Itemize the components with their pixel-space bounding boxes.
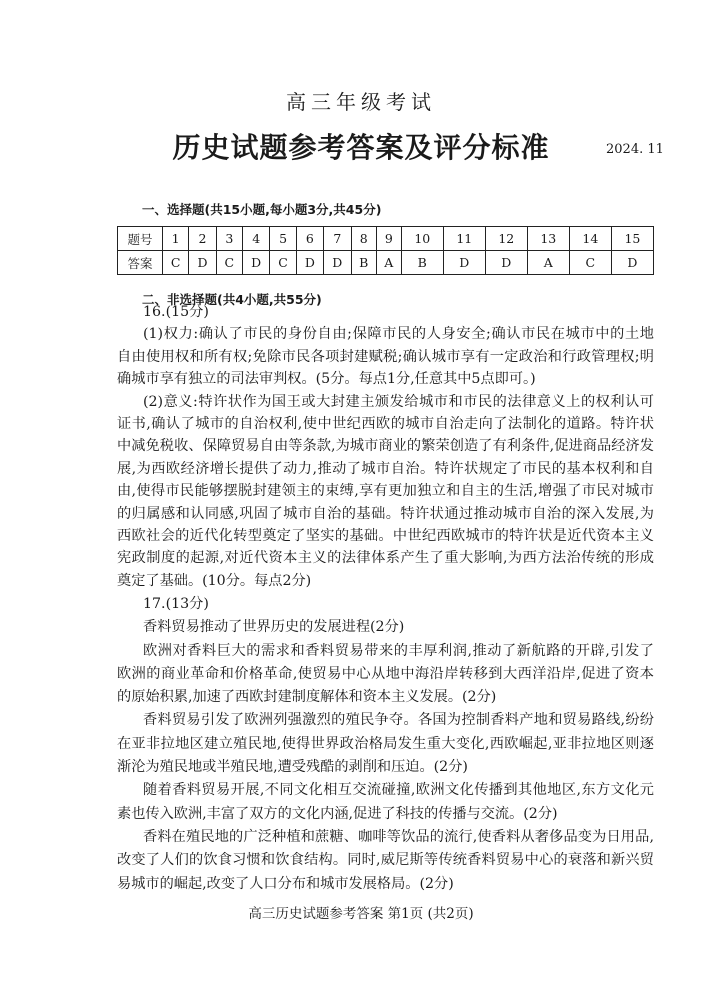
text-line: 17.(13分) bbox=[143, 596, 209, 612]
question-number-cell: 6 bbox=[296, 227, 323, 251]
text-line: 香料在殖民地的广泛种植和蔗糖、咖啡等饮品的流行,使香料从奢侈品变为日用品, bbox=[143, 828, 654, 845]
question-number-cell: 5 bbox=[270, 227, 296, 251]
question-number-cell: 9 bbox=[376, 227, 401, 251]
document-title: 历史试题参考答案及评分标准 bbox=[172, 131, 550, 164]
question-number-cell: 11 bbox=[443, 227, 485, 251]
row-label: 答案 bbox=[118, 251, 163, 275]
question-16 bbox=[117, 301, 654, 592]
answer-cell: D bbox=[189, 251, 216, 275]
question-number-cell: 8 bbox=[351, 227, 376, 251]
text-line: 奠定了基础。(10分。每点2分) bbox=[117, 572, 312, 589]
text-line: 宪政制度的起源,对近代资本主义的法律体系产生了重大影响,为西方法治传统的形成 bbox=[117, 550, 654, 567]
text-line: 改变了人们的饮食习惯和饮食结构。同时,威尼斯等传统香料贸易中心的衰落和新兴贸 bbox=[117, 852, 654, 869]
text-line: 欧洲的商业革命和价格革命,使贸易中心从地中海沿岸转移到大西洋沿岸,促进了资本 bbox=[117, 665, 654, 682]
answer-cell: D bbox=[296, 251, 323, 275]
question-number-cell: 14 bbox=[569, 227, 611, 251]
text-line: 西欧社会的近代化转型奠定了坚实的基础。中世纪西欧城市的特许状是近代资本主义 bbox=[117, 527, 654, 544]
text-line: 确城市享有独立的司法审判权。(5分。每点1分,任意其中5点即可。) bbox=[117, 371, 536, 388]
answer-cell: D bbox=[443, 251, 485, 275]
answer-cell: D bbox=[242, 251, 269, 275]
question-number-cell: 15 bbox=[611, 227, 653, 251]
text-line: 中减免税收、保障贸易自由等条款,为城市商业的繁荣创造了有利条件,促进商品经济发 bbox=[117, 438, 654, 455]
question-17 bbox=[117, 593, 654, 896]
text-line: 欧洲对香料巨大的需求和香料贸易带来的丰厚利润,推动了新航路的开辟,引发了 bbox=[143, 642, 654, 659]
answer-cell: B bbox=[351, 251, 376, 275]
question-number-cell: 10 bbox=[401, 227, 443, 251]
question-number-cell: 12 bbox=[485, 227, 527, 251]
answer-cell: B bbox=[401, 251, 443, 275]
answer-cell: D bbox=[324, 251, 351, 275]
text-line: 的归属感和认同感,巩固了城市自治的基础。特许状通过推动城市自治的深入发展,为 bbox=[117, 505, 654, 522]
text-line: 香料贸易推动了世界历史的发展进程(2分) bbox=[143, 619, 405, 636]
text-line: 展,为西欧经济增长提供了动力,推动了城市自治。特许状规定了市民的基本权利和自 bbox=[117, 460, 654, 477]
answer-cell: C bbox=[270, 251, 296, 275]
text-line: 由,使得市民能够摆脱封建领主的束缚,享有更加独立和自主的生活,增强了市民对城市 bbox=[117, 483, 654, 500]
question-number-cell: 3 bbox=[216, 227, 242, 251]
text-line: 的原始积累,加速了西欧封建制度解体和资本主义发展。(2分) bbox=[117, 689, 497, 706]
answer-cell: A bbox=[376, 251, 401, 275]
text-line: 素也传入欧洲,丰富了双方的文化内涵,促进了科技的传播与交流。(2分) bbox=[117, 805, 558, 822]
answer-cell: D bbox=[611, 251, 653, 275]
answer-row bbox=[118, 251, 654, 275]
question-number-cell: 1 bbox=[163, 227, 189, 251]
question-number-cell: 2 bbox=[189, 227, 216, 251]
text-line: 渐沦为殖民地或半殖民地,遭受残酷的剥削和压迫。(2分) bbox=[117, 759, 468, 776]
section1-heading: 一、选择题(共15小题,每小题3分,共45分) bbox=[142, 202, 382, 217]
question-number-cell: 7 bbox=[324, 227, 351, 251]
question-number-cell: 4 bbox=[242, 227, 269, 251]
answer-cell: C bbox=[163, 251, 189, 275]
question-number-row bbox=[118, 227, 654, 251]
text-line: 随着香料贸易开展,不同文化相互交流碰撞,欧洲文化传播到其他地区,东方文化元 bbox=[143, 782, 654, 799]
answer-table bbox=[117, 226, 654, 275]
answer-cell: A bbox=[527, 251, 569, 275]
answer-cell: C bbox=[216, 251, 242, 275]
text-line: 在亚非拉地区建立殖民地,使得世界政治格局发生重大变化,西欧崛起,亚非拉地区则逐 bbox=[117, 735, 654, 752]
text-line: (1)权力:确认了市民的身份自由;保障市民的人身安全;确认市民在城市中的土地 bbox=[143, 326, 654, 343]
page-footer: 高三历史试题参考答案 第1页 (共2页) bbox=[248, 906, 474, 922]
text-line: 自由使用权和所有权;免除市民各项封建赋税;确认城市享有一定政治和行政管理权;明 bbox=[117, 348, 654, 365]
text-line: (2)意义:特许状作为国王或大封建主颁发给城市和市民的法律意义上的权利认可 bbox=[143, 393, 654, 410]
answer-cell: D bbox=[485, 251, 527, 275]
section2-heading: 二、非选择题(共4小题,共55分) bbox=[142, 292, 322, 307]
text-line: 香料贸易引发了欧洲列强激烈的殖民争夺。各国为控制香料产地和贸易路线,纷纷 bbox=[143, 712, 654, 729]
text-line: 证书,确认了城市的自治权利,使中世纪西欧的城市自治走向了法制化的道路。特许状 bbox=[117, 415, 654, 432]
row-label: 题号 bbox=[118, 227, 163, 251]
text-line: 16.(15分) bbox=[143, 304, 209, 320]
question-number-cell: 13 bbox=[527, 227, 569, 251]
exam-name: 高三年级考试 bbox=[286, 90, 436, 114]
document-date: 2024. 11 bbox=[606, 142, 664, 157]
text-line: 易城市的崛起,改变了人口分布和城市发展格局。(2分) bbox=[117, 875, 454, 892]
answer-cell: C bbox=[569, 251, 611, 275]
